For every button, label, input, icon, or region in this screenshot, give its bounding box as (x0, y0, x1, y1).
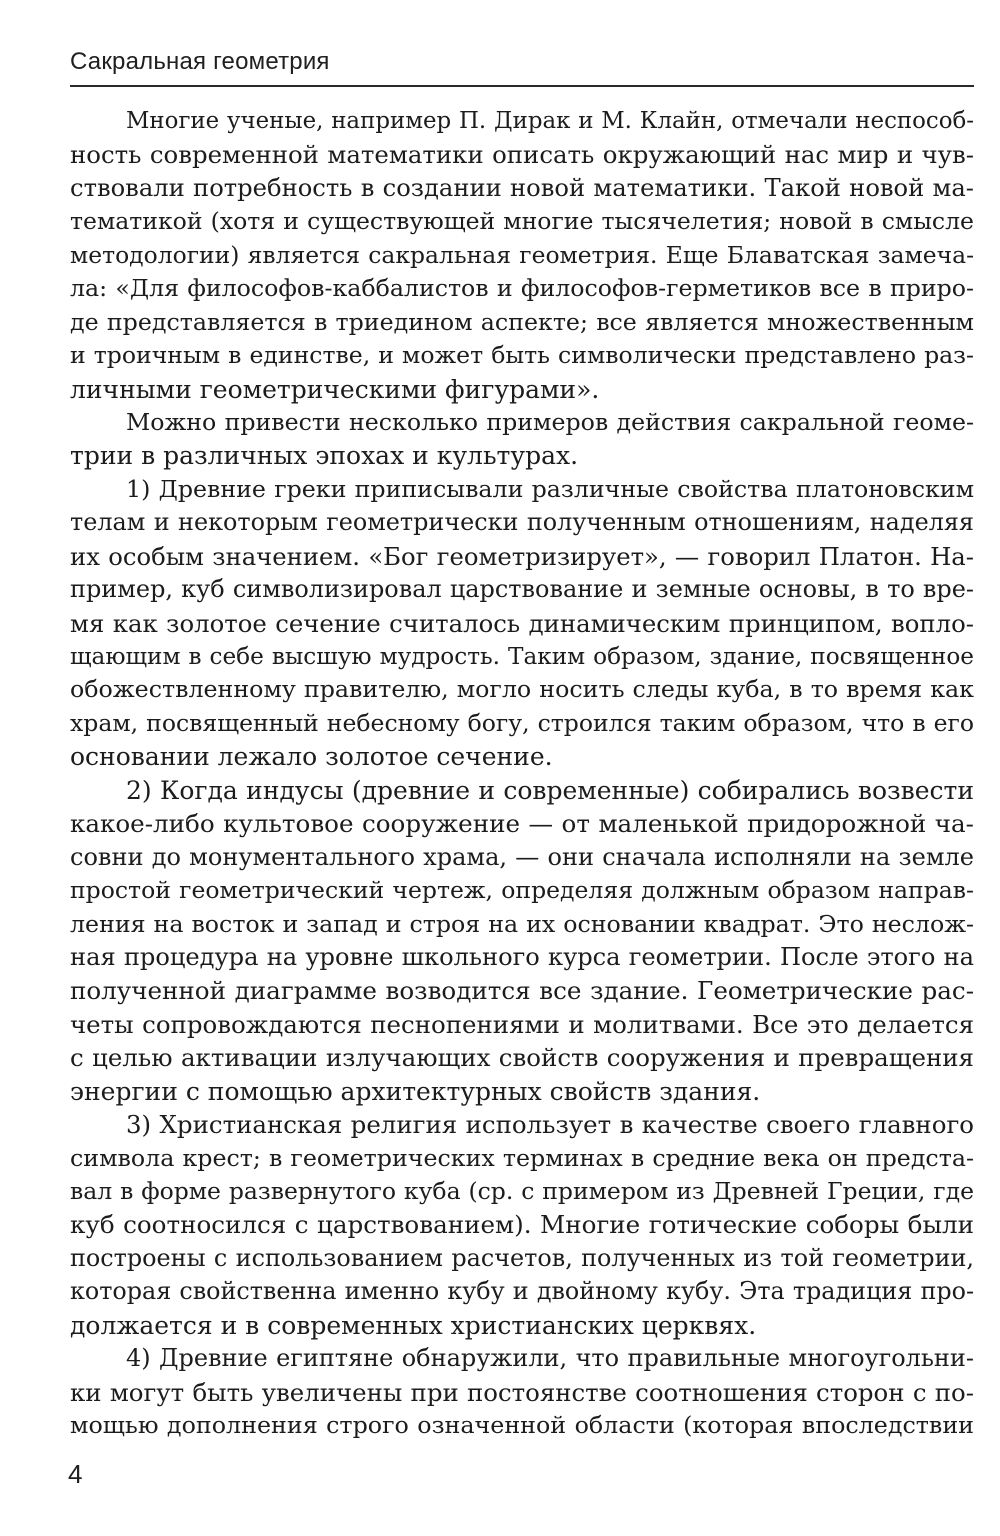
text-line: ления на восток и запад и строя на их основании квадрат. Это неслож- (70, 909, 974, 938)
text-line: куб соотносился с царствованием). Многие готические соборы были (70, 1210, 974, 1240)
running-title: Сакральная геометрия (70, 48, 330, 75)
text-line: вал в форме развернутого куба (ср. с примером из Древней Греции, где (70, 1177, 974, 1205)
text-line: должается и в современных христианских церквях. (70, 1310, 757, 1340)
text-line: тематикой (хотя и существующей многие тысячелетия; новой в смысле (70, 207, 974, 236)
body-text (70, 105, 974, 1443)
text-line: ная процедура на уровне школьного курса геометрии. После этого на (70, 942, 974, 971)
text-line: 3) Христианская религия использует в качестве своего главного (126, 1110, 974, 1140)
text-line: их особым значением. «Бог геометризирует», — говорил Платон. На- (70, 541, 974, 571)
text-line: ствовали потребность в создании новой математики. Такой новой ма- (70, 173, 974, 202)
text-line: простой геометрический чертеж, определяя должным образом направ- (70, 876, 974, 905)
text-line: ность современной математики описать окружающий нас мир и чув- (70, 140, 974, 170)
text-line: энергии с помощью архитектурных свойств здания. (70, 1076, 761, 1106)
text-line: щающим в себе высшую мудрость. Таким образом, здание, посвященное (70, 643, 974, 670)
text-line: какое-либо культовое сооружение — от маленькой придорожной ча- (70, 809, 974, 839)
header-rule (70, 85, 974, 87)
text-line: символа крест; в геометрических терминах в средние века он предста- (70, 1143, 974, 1172)
text-line: де представляется в триедином аспекте; все является множественным (70, 307, 974, 336)
text-line: совни до монументального храма, — они сначала исполняли на земле (70, 842, 974, 871)
text-line: 2) Когда индусы (древние и современные) собирались возвести (126, 775, 974, 805)
text-line: обожествленному правителю, могло носить следы куба, в то время как (70, 675, 974, 704)
text-line: четы сопровождаются песнопениями и молитвами. Все это делается (70, 1009, 974, 1039)
text-line: мощью дополнения строго означенной области (которая впоследствии (70, 1411, 974, 1440)
text-line: Можно привести несколько примеров действия сакральной геоме- (126, 407, 974, 436)
text-line: 1) Древние греки приписывали различные свойства платоновским (126, 474, 974, 503)
text-line: мя как золотое сечение считалось динамическим принципом, вопло- (70, 608, 974, 638)
text-line: основании лежало золотое сечение. (70, 742, 553, 772)
text-line: построены с использованием расчетов, полученных из той геометрии, (70, 1243, 974, 1272)
page-number: 4 (68, 1459, 83, 1489)
text-line: и троичным в единстве, и может быть символически представлено раз- (70, 341, 974, 370)
text-line: которая свойственна именно кубу и двойному кубу. Эта традиция про- (70, 1277, 974, 1306)
text-line: методологии) является сакральная геометрия. Еще Блаватская замеча- (70, 240, 974, 269)
text-line: трии в различных эпохах и культурах. (70, 441, 579, 471)
text-line: 4) Древние египтяне обнаружили, что правильные многоугольни- (126, 1344, 974, 1373)
text-line: ла: «Для философов-каббалистов и философов-герметиков все в приро- (70, 274, 974, 303)
text-line: с целью активации излучающих свойств сооружения и превращения (70, 1043, 974, 1073)
text-line: пример, куб символизировал царствование и земные основы, в то вре- (70, 575, 974, 604)
text-line: телам и некоторым геометрически полученным отношениям, наделяя (70, 508, 974, 537)
text-line: храм, посвященный небесному богу, строился таким образом, что в его (70, 708, 974, 737)
text-line: полученной диаграмме возводится все здание. Геометрические рас- (70, 976, 974, 1006)
text-line: Многие ученые, например П. Дирак и М. Клайн, отмечали неспособ- (126, 108, 974, 134)
text-line: ки могут быть увеличены при постоянстве соотношения сторон с по- (70, 1377, 974, 1407)
text-line: личными геометрическими фигурами». (70, 374, 600, 404)
